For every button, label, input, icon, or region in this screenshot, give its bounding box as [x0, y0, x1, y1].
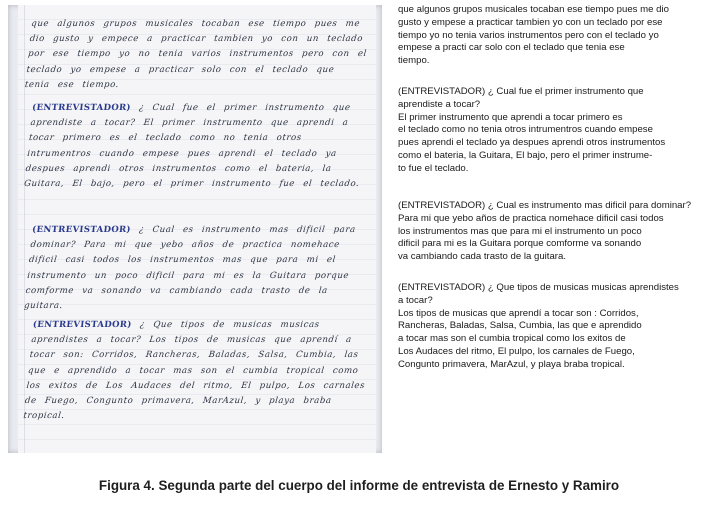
- handwritten-text: ¿ Cual fue el primer instrumento que aprendiste a tocar? El primer instrumento que aprendi a tocar primero es el teclado como no tenia otros intrumentros cuando empese pues aprendi el teclado ya despues aprendi otros instrumentos como el bateria, la Guitara, El bajo, pero el primer instrumento fue el teclado.: [23, 103, 360, 190]
- transcript-block-2: [398, 86, 710, 176]
- transcript-line: tiempo yo no tenia varios instrumentos pero con el teclado yo: [398, 29, 659, 41]
- transcript-line: Los Audaces del ritmo, El pulpo, los carnales de Fuego,: [398, 345, 635, 357]
- interviewer-tag: (ENTREVISTADOR): [31, 225, 132, 235]
- transcript-line: gusto y empese a practicar tambien yo con un teclado por ese: [398, 16, 663, 28]
- transcript-block-3: [398, 200, 710, 264]
- transcript-block-4: [398, 282, 710, 372]
- transcript-line: va cambiando cada trasto de la guitara.: [398, 251, 566, 263]
- handwritten-paragraph-3: [23, 223, 373, 314]
- transcript-block-1: [398, 4, 710, 68]
- transcript-line: Congunto primavera, MarAzul, y playa braba tropical.: [398, 358, 625, 370]
- transcript-line: tiempo.: [398, 55, 430, 67]
- handwritten-paragraph-2: [23, 101, 373, 192]
- interviewer-tag: (ENTREVISTADOR): [31, 103, 132, 113]
- handwritten-paragraph-4: [22, 318, 373, 424]
- transcript-line: el teclado como no tenia otros intrumentros cuando empese: [398, 124, 653, 136]
- transcript-line: aprendiste a tocar?: [398, 98, 481, 110]
- handwritten-scan: [8, 5, 382, 453]
- transcript-line: los instrumentos mas que para mi el instrumento un poco: [398, 225, 642, 237]
- transcript-line: pues aprendi el teclado ya despues aprendi otros instrumentos: [398, 137, 666, 149]
- interviewer-tag: (ENTREVISTADOR): [32, 320, 133, 330]
- paper-margin-line: [24, 5, 25, 453]
- transcript-line: (ENTREVISTADOR) ¿ Cual es instrumento mas dificil para dominar?: [398, 200, 692, 211]
- transcript-line: a tocar?: [398, 294, 433, 306]
- transcript-line: que algunos grupos musicales tocaban ese tiempo pues me dio: [398, 4, 669, 15]
- transcript-line: como el bateria, la Guitara, El bajo, pero el primer instrume-: [398, 149, 653, 161]
- transcript-line: Rancheras, Baladas, Salsa, Cumbia, las que e aprendido: [398, 320, 642, 332]
- transcript-line: empese a practi car solo con el teclado que tenia ese: [398, 42, 625, 54]
- transcript-line: (ENTREVISTADOR) ¿ Cual fue el primer instrumento que: [398, 86, 644, 97]
- transcript-line: Los tipos de musicas que aprendí a tocar son : Corridos,: [398, 307, 639, 319]
- transcript-line: Para mi que yebo años de practica nomehace dificil casi todos: [398, 212, 664, 224]
- handwritten-text: ¿ Cual es instrumento mas dificil para dominar? Para mi que yebo años de practica nomehace dificil casi todos los instrumentos mas que para mi el instrumento un poco dificil para mi es la Guitara porque comforme va sonando va cambiando cada trasto de la guitara.: [23, 225, 357, 312]
- transcript-line: dificil para mi es la Guitara porque comforme va sonando: [398, 238, 642, 250]
- transcript-line: El primer instrumento que aprendi a tocar primero es: [398, 111, 623, 123]
- handwritten-paragraph-1: [24, 17, 372, 93]
- transcript-line: to fue el teclado.: [398, 162, 469, 174]
- handwritten-text: que algunos grupos musicales tocaban ese tiempo pues me dio gusto y empece a practicar tambien yo con un teclado por ese tiempo yo no tenia varios instrumentos pero con el teclado yo empese a practicar solo con el teclado que tenia ese tiempo.: [24, 19, 368, 90]
- handwritten-text: ¿ Que tipos de musicas musicas aprendistes a tocar? Los tipos de musicas que aprendí a tocar son: Corridos, Rancheras, Baladas, Salsa, Cumbia, las que e aprendido a tocar mas son el cumbia tropical como los exitos de Los Audaces del ritmo, El pulpo, Los carnales de Fuego, Congunto primavera, MarAzul, y playa braba tropical.: [22, 320, 366, 422]
- figure-caption: Figura 4. Segunda parte del cuerpo del informe de entrevista de Ernesto y Ramiro: [98, 478, 620, 493]
- transcript-line: (ENTREVISTADOR) ¿ Que tipos de musicas musicas aprendistes: [398, 282, 679, 293]
- transcript-line: a tocar mas son el cumbia tropical como los exitos de: [398, 333, 626, 345]
